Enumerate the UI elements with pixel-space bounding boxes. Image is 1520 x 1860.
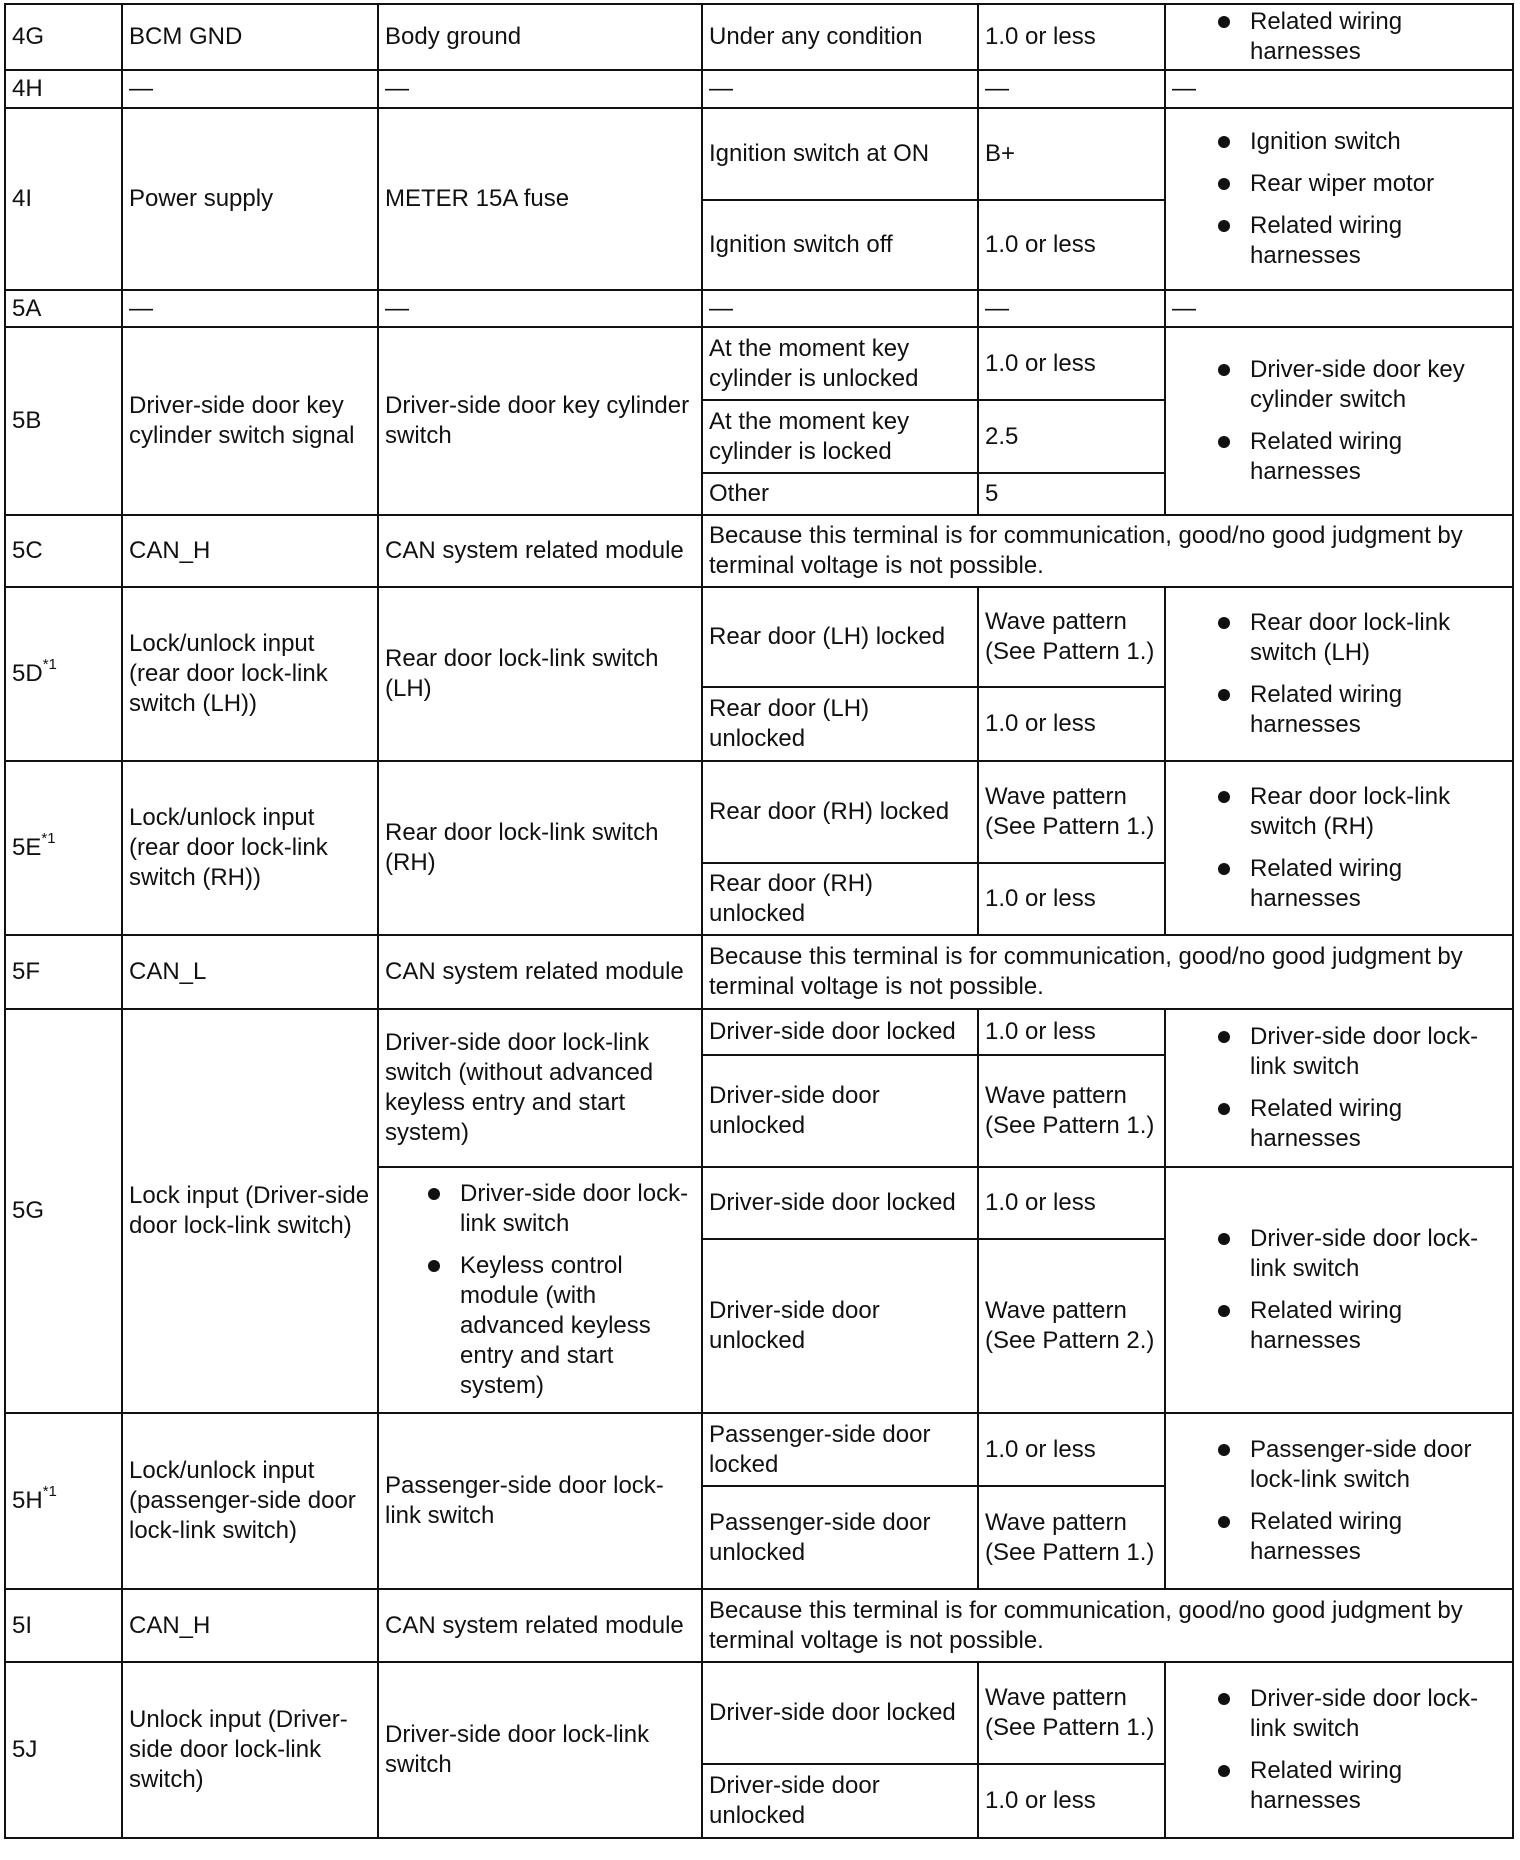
condition-cell: Under any condition: [702, 4, 978, 70]
destination-cell: METER 15A fuse: [378, 108, 702, 290]
destination-cell: Driver-side door lock-link switch: [378, 1662, 702, 1838]
destination-cell: Body ground: [378, 4, 702, 70]
causes-list: [1172, 1435, 1506, 1567]
note-cell: Because this terminal is for communication, good/no good judgment by terminal voltage is not possible.: [702, 935, 1513, 1009]
table-row: [5, 761, 1513, 863]
condition-cell: Rear door (RH) unlocked: [702, 863, 978, 935]
dash-cell: —: [378, 70, 702, 108]
value-cell: Wave pattern (See Pattern 2.): [978, 1239, 1165, 1413]
value-cell: 1.0 or less: [978, 4, 1165, 70]
condition-cell: At the moment key cylinder is unlocked: [702, 327, 978, 400]
causes-list: [1172, 127, 1506, 271]
list-item: Keyless control module (with advanced keyless entry and start system): [385, 1251, 695, 1401]
value-cell: Wave pattern (See Pattern 1.): [978, 587, 1165, 687]
dash-cell: —: [122, 290, 378, 327]
destination-list: [385, 1179, 695, 1401]
condition-cell: Driver-side door unlocked: [702, 1055, 978, 1167]
terminal-cell: 5G: [5, 1009, 122, 1413]
table-row: [5, 1009, 1513, 1055]
list-item: Related wiring harnesses: [1172, 7, 1506, 67]
table-row: [5, 108, 1513, 200]
terminal-cell: 5J: [5, 1662, 122, 1838]
destination-cell: CAN system related module: [378, 1589, 702, 1662]
value-cell: 1.0 or less: [978, 200, 1165, 290]
value-cell: B+: [978, 108, 1165, 200]
causes-cell: [1165, 1662, 1513, 1838]
list-item: Rear wiper motor: [1172, 169, 1506, 199]
footnote-mark: *1: [42, 1483, 57, 1500]
causes-list: [1172, 7, 1506, 67]
destination-cell: Driver-side door lock-link switch (without advanced keyless entry and start system): [378, 1009, 702, 1167]
causes-list: [1172, 608, 1506, 740]
list-item: Ignition switch: [1172, 127, 1506, 157]
signal-cell: Power supply: [122, 108, 378, 290]
terminal-inspection-table: [4, 3, 1514, 1839]
footnote-mark: *1: [41, 830, 56, 847]
list-item: Driver-side door lock-link switch: [385, 1179, 695, 1239]
signal-cell: CAN_L: [122, 935, 378, 1009]
destination-cell: [378, 1167, 702, 1413]
terminal-label: 5H: [12, 1487, 43, 1514]
value-cell: Wave pattern (See Pattern 1.): [978, 1055, 1165, 1167]
causes-cell: [1165, 761, 1513, 935]
value-cell: Wave pattern (See Pattern 1.): [978, 761, 1165, 863]
condition-cell: Rear door (RH) locked: [702, 761, 978, 863]
list-item: Related wiring harnesses: [1172, 1507, 1506, 1567]
causes-cell: [1165, 108, 1513, 290]
signal-cell: Lock input (Driver-side door lock-link switch): [122, 1009, 378, 1413]
list-item: Related wiring harnesses: [1172, 1094, 1506, 1154]
terminal-cell: 4I: [5, 108, 122, 290]
value-cell: Wave pattern (See Pattern 1.): [978, 1486, 1165, 1589]
list-item: Driver-side door lock-link switch: [1172, 1224, 1506, 1284]
table-row: [5, 70, 1513, 108]
value-cell: 1.0 or less: [978, 1413, 1165, 1486]
condition-cell: Other: [702, 473, 978, 515]
signal-cell: Lock/unlock input (rear door lock-link switch (LH)): [122, 587, 378, 761]
signal-cell: Driver-side door key cylinder switch signal: [122, 327, 378, 515]
list-item: Related wiring harnesses: [1172, 1756, 1506, 1816]
note-cell: Because this terminal is for communication, good/no good judgment by terminal voltage is not possible.: [702, 515, 1513, 587]
dash-cell: —: [1165, 290, 1513, 327]
dash-cell: —: [1165, 70, 1513, 108]
dash-cell: —: [122, 70, 378, 108]
causes-list: [1172, 782, 1506, 914]
terminal-cell: [5, 1413, 122, 1589]
table-row: [5, 587, 1513, 687]
causes-list: [1172, 1022, 1506, 1154]
value-cell: 1.0 or less: [978, 1167, 1165, 1239]
list-item: Driver-side door lock-link switch: [1172, 1684, 1506, 1744]
causes-list: [1172, 1684, 1506, 1816]
list-item: Rear door lock-link switch (LH): [1172, 608, 1506, 668]
signal-cell: BCM GND: [122, 4, 378, 70]
note-cell: Because this terminal is for communication, good/no good judgment by terminal voltage is not possible.: [702, 1589, 1513, 1662]
condition-cell: Passenger-side door locked: [702, 1413, 978, 1486]
causes-cell: [1165, 4, 1513, 70]
destination-cell: CAN system related module: [378, 935, 702, 1009]
terminal-label: 5E: [12, 834, 42, 861]
table-row: [5, 935, 1513, 1009]
condition-cell: Rear door (LH) unlocked: [702, 687, 978, 761]
value-cell: Wave pattern (See Pattern 1.): [978, 1662, 1165, 1764]
dash-cell: —: [978, 290, 1165, 327]
list-item: Passenger-side door lock-link switch: [1172, 1435, 1506, 1495]
dash-cell: —: [378, 290, 702, 327]
table-row: [5, 515, 1513, 587]
signal-cell: Lock/unlock input (rear door lock-link switch (RH)): [122, 761, 378, 935]
condition-cell: Passenger-side door unlocked: [702, 1486, 978, 1589]
value-cell: 1.0 or less: [978, 327, 1165, 400]
value-cell: 2.5: [978, 400, 1165, 473]
condition-cell: At the moment key cylinder is locked: [702, 400, 978, 473]
causes-list: [1172, 355, 1506, 487]
terminal-cell: [5, 587, 122, 761]
table-row: [5, 1589, 1513, 1662]
destination-cell: Rear door lock-link switch (RH): [378, 761, 702, 935]
signal-cell: Unlock input (Driver-side door lock-link switch): [122, 1662, 378, 1838]
condition-cell: Ignition switch at ON: [702, 108, 978, 200]
causes-cell: [1165, 1009, 1513, 1167]
destination-cell: Driver-side door key cylinder switch: [378, 327, 702, 515]
causes-cell: [1165, 1413, 1513, 1589]
list-item: Related wiring harnesses: [1172, 427, 1506, 487]
condition-cell: Driver-side door unlocked: [702, 1764, 978, 1838]
destination-cell: Passenger-side door lock-link switch: [378, 1413, 702, 1589]
list-item: Related wiring harnesses: [1172, 854, 1506, 914]
list-item: Driver-side door lock-link switch: [1172, 1022, 1506, 1082]
terminal-cell: 5F: [5, 935, 122, 1009]
value-cell: 1.0 or less: [978, 863, 1165, 935]
condition-cell: Driver-side door unlocked: [702, 1239, 978, 1413]
table-row: [5, 290, 1513, 327]
condition-cell: Rear door (LH) locked: [702, 587, 978, 687]
terminal-cell: 4G: [5, 4, 122, 70]
condition-cell: Driver-side door locked: [702, 1167, 978, 1239]
terminal-cell: [5, 761, 122, 935]
value-cell: 1.0 or less: [978, 1764, 1165, 1838]
condition-cell: Driver-side door locked: [702, 1662, 978, 1764]
value-cell: 1.0 or less: [978, 687, 1165, 761]
value-cell: 1.0 or less: [978, 1009, 1165, 1055]
table-row: [5, 4, 1513, 70]
causes-cell: [1165, 327, 1513, 515]
signal-cell: Lock/unlock input (passenger-side door lock-link switch): [122, 1413, 378, 1589]
terminal-cell: 5C: [5, 515, 122, 587]
signal-cell: CAN_H: [122, 515, 378, 587]
destination-cell: CAN system related module: [378, 515, 702, 587]
causes-cell: [1165, 587, 1513, 761]
list-item: Driver-side door key cylinder switch: [1172, 355, 1506, 415]
terminal-cell: 5A: [5, 290, 122, 327]
dash-cell: —: [702, 290, 978, 327]
destination-cell: Rear door lock-link switch (LH): [378, 587, 702, 761]
list-item: Related wiring harnesses: [1172, 1296, 1506, 1356]
causes-list: [1172, 1224, 1506, 1356]
condition-cell: Driver-side door locked: [702, 1009, 978, 1055]
terminal-cell: 5B: [5, 327, 122, 515]
table-row: [5, 1413, 1513, 1486]
footnote-mark: *1: [42, 656, 57, 673]
list-item: Related wiring harnesses: [1172, 211, 1506, 271]
signal-cell: CAN_H: [122, 1589, 378, 1662]
causes-cell: [1165, 1167, 1513, 1413]
dash-cell: —: [702, 70, 978, 108]
terminal-cell: 4H: [5, 70, 122, 108]
list-item: Rear door lock-link switch (RH): [1172, 782, 1506, 842]
table-row: [5, 327, 1513, 400]
value-cell: 5: [978, 473, 1165, 515]
terminal-cell: 5I: [5, 1589, 122, 1662]
dash-cell: —: [978, 70, 1165, 108]
list-item: Related wiring harnesses: [1172, 680, 1506, 740]
terminal-label: 5D: [12, 660, 43, 687]
table-row: [5, 1662, 1513, 1764]
condition-cell: Ignition switch off: [702, 200, 978, 290]
